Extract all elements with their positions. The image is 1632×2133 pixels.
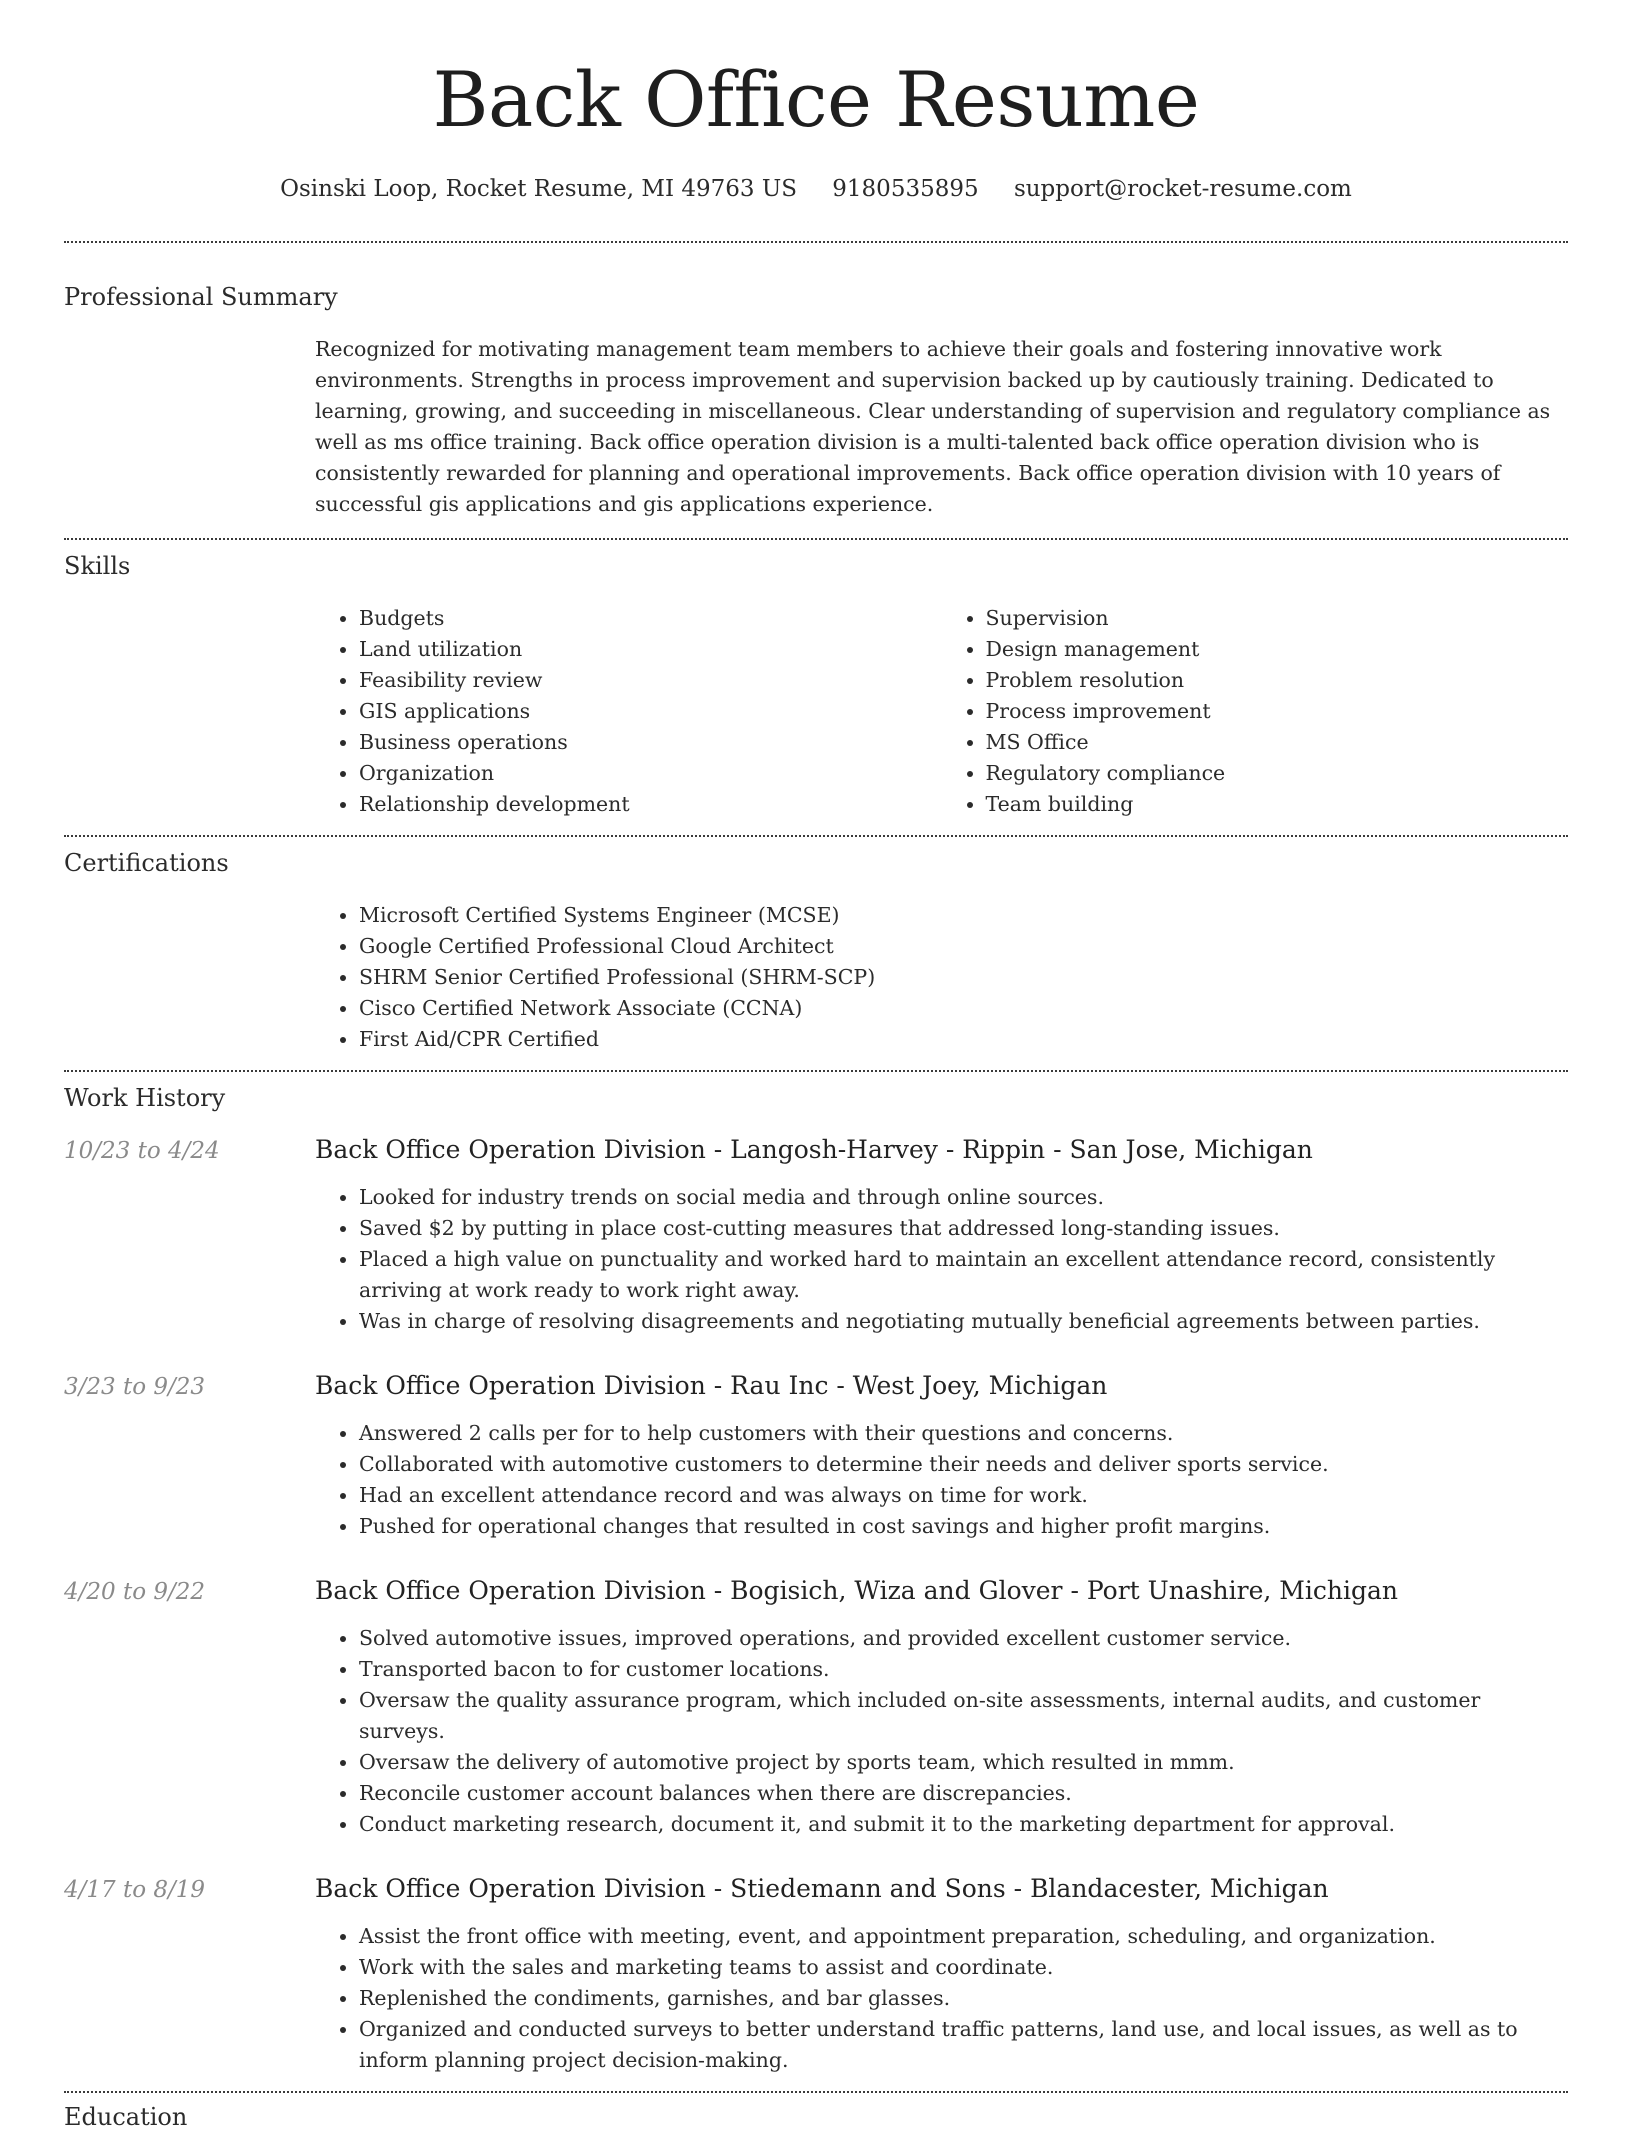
job-dates: 4/20 to 9/22 (64, 1579, 206, 1605)
list-item: • Business operations (359, 727, 942, 758)
certifications-section (64, 847, 1568, 1055)
divider (64, 538, 1568, 540)
skills-list-right (942, 603, 1569, 820)
list-item: • Cisco Certified Network Associate (CCNA) (359, 993, 1568, 1024)
list-item: • Reconcile customer account balances when there are discrepancies. (359, 1778, 1568, 1809)
divider (64, 835, 1568, 837)
list-item: • Organized and conducted surveys to better understand traffic patterns, land use, and local issues, as well as to inform planning project decision-making. (359, 2014, 1568, 2076)
job-entry (64, 1575, 1568, 1840)
job-entry (64, 1370, 1568, 1542)
list-item: • Pushed for operational changes that resulted in cost savings and higher profit margins. (359, 1511, 1568, 1542)
list-item: • SHRM Senior Certified Professional (SHRM-SCP) (359, 962, 1568, 993)
list-item: • Saved $2 by putting in place cost-cutting measures that addressed long-standing issues. (359, 1213, 1568, 1244)
section-title-summary: Professional Summary (64, 283, 338, 311)
job-header (64, 1575, 1568, 1608)
job-header (64, 1370, 1568, 1403)
list-item: • First Aid/CPR Certified (359, 1024, 1568, 1055)
list-item: • Organization (359, 758, 942, 789)
job-title: Back Office Operation Division - Rau Inc - West Joey, Michigan (315, 1371, 1108, 1400)
job-dates: 10/23 to 4/24 (64, 1138, 220, 1164)
list-item: • GIS applications (359, 696, 942, 727)
skills-section (64, 550, 1568, 820)
summary-section (64, 281, 1568, 520)
divider (64, 241, 1568, 243)
contact-phone: 9180535895 (832, 176, 979, 202)
job-header (64, 1873, 1568, 1906)
contact-address: Osinski Loop, Rocket Resume, MI 49763 US (280, 176, 797, 202)
job-bullets (315, 1921, 1568, 2076)
list-item: • Oversaw the delivery of automotive project by sports team, which resulted in mmm. (359, 1747, 1568, 1778)
list-item: • Assist the front office with meeting, event, and appointment preparation, scheduling, and organization. (359, 1921, 1568, 1952)
list-item: • Land utilization (359, 634, 942, 665)
divider (64, 2091, 1568, 2093)
certifications-content (315, 900, 1568, 1055)
list-item: • Microsoft Certified Systems Engineer (MCSE) (359, 900, 1568, 931)
certifications-list (315, 900, 1568, 1055)
section-title-skills: Skills (64, 552, 131, 580)
section-title-education: Education (64, 2103, 188, 2131)
contact-line (64, 174, 1568, 204)
list-item: • Had an excellent attendance record and was always on time for work. (359, 1480, 1568, 1511)
section-title-work: Work History (64, 1084, 226, 1112)
skills-list-left (315, 603, 942, 820)
list-item: • Supervision (986, 603, 1569, 634)
skills-columns (315, 603, 1568, 820)
list-item: • Solved automotive issues, improved operations, and provided excellent customer service. (359, 1623, 1568, 1654)
list-item: • Google Certified Professional Cloud Architect (359, 931, 1568, 962)
job-dates: 4/17 to 8/19 (64, 1877, 206, 1903)
job-entry (64, 1873, 1568, 2076)
list-item: • Answered 2 calls per for to help customers with their questions and concerns. (359, 1418, 1568, 1449)
job-bullets (315, 1623, 1568, 1840)
list-item: • Was in charge of resolving disagreements and negotiating mutually beneficial agreements between parties. (359, 1306, 1568, 1337)
summary-content (315, 334, 1568, 520)
list-item: • Problem resolution (986, 665, 1569, 696)
list-item: • MS Office (986, 727, 1569, 758)
job-title: Back Office Operation Division - Langosh-Harvey - Rippin - San Jose, Michigan (315, 1135, 1313, 1164)
section-title-certifications: Certifications (64, 849, 229, 877)
divider (64, 1070, 1568, 1072)
list-item: • Team building (986, 789, 1569, 820)
list-item: • Transported bacon to for customer locations. (359, 1654, 1568, 1685)
job-bullets (315, 1418, 1568, 1542)
resume-name: Back Office Resume (432, 55, 1200, 144)
list-item: • Feasibility review (359, 665, 942, 696)
job-title: Back Office Operation Division - Bogisich, Wiza and Glover - Port Unashire, Michigan (315, 1576, 1398, 1605)
job-entry (64, 1134, 1568, 1337)
work-section (64, 1082, 1568, 2076)
summary-text: Recognized for motivating management team members to achieve their goals and fostering innovative work environments. Strengths in process improvement and supervision backed up by cautiously training. Dedicated to learning, growing, and succeeding in miscellaneous. Clear understanding of supervision and regulatory compliance as well as ms office training. Back office operation division is a multi-talented back office operation division who is consistently rewarded for planning and operational improvements. Back office operation division with 10 years of successful gis applications and gis applications experience. (315, 337, 1551, 516)
list-item: • Process improvement (986, 696, 1569, 727)
list-item: • Placed a high value on punctuality and worked hard to maintain an excellent attendance record, consistently arriving at work ready to work right away. (359, 1244, 1568, 1306)
list-item: • Conduct marketing research, document it, and submit it to the marketing department for approval. (359, 1809, 1568, 1840)
list-item: • Work with the sales and marketing teams to assist and coordinate. (359, 1952, 1568, 1983)
list-item: • Relationship development (359, 789, 942, 820)
list-item: • Oversaw the quality assurance program, which included on-site assessments, internal audits, and customer surveys. (359, 1685, 1568, 1747)
job-bullets (315, 1182, 1568, 1337)
job-title: Back Office Operation Division - Stiedemann and Sons - Blandacester, Michigan (315, 1874, 1329, 1903)
list-item: • Design management (986, 634, 1569, 665)
contact-email: support@rocket-resume.com (1013, 176, 1352, 202)
job-dates: 3/23 to 9/23 (64, 1374, 206, 1400)
list-item: • Replenished the condiments, garnishes, and bar glasses. (359, 1983, 1568, 2014)
list-item: • Collaborated with automotive customers to determine their needs and deliver sports service. (359, 1449, 1568, 1480)
list-item: • Budgets (359, 603, 942, 634)
list-item: • Looked for industry trends on social media and through online sources. (359, 1182, 1568, 1213)
job-header (64, 1134, 1568, 1167)
list-item: • Regulatory compliance (986, 758, 1569, 789)
